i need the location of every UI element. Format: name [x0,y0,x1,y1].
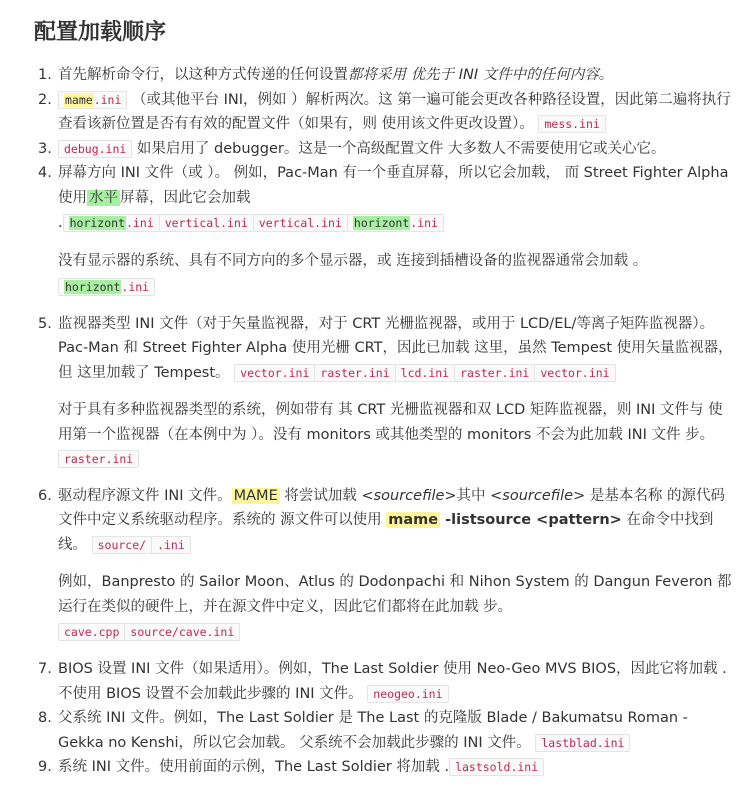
item-number: 8. [38,710,52,726]
item-emphasis: <sourcefile> [361,487,457,504]
list-item-2 [34,88,734,137]
item-paragraph [58,249,734,300]
item-number: 7. [38,661,52,677]
item-text: 没有显示器的系统、具有不同方向的多个显示器，或 连接到插槽设备的监视器通常会加载 。 [58,253,648,269]
code-highlight: mame [65,92,93,107]
item-text: （或其他平台 INI，例如 ）解析两次。这 第一遍可能会更改各种路径设置，因此第二遍将执行 查看该新位置是否有有效的配置文件（如果有，则 使用该文件更改设置）。 [58,91,731,132]
item-number: 3. [38,140,52,157]
code-neogeo-ini: neogeo.ini [367,685,448,703]
item-text: 屏幕，因此它会加载 [120,189,251,206]
list-item-4 [34,161,734,300]
item-number: 5. [38,315,52,332]
item-paragraph [58,398,734,472]
code-highlight: horizont [65,279,121,294]
item-number: 2. [38,91,52,108]
item-text: 将尝试加载 [284,487,362,504]
code-cave-cpp: cave.cpp [58,623,125,641]
item-text: 监视器类型 INI 文件（对于矢量监视器，对于 CRT 光栅监视器，或用于 LCD/EL/等离子矩阵监视器）。 Pac-Man 和 Street Fighter Alpha 使用光栅 CRT，因此已加载 这里，虽然 Tempest 使用矢量监视器，但 这里加载了 Tempest。 [58,315,733,381]
code-lcd-ini: lcd.ini [395,364,455,382]
item-emphasis: <sourcefile> [490,487,586,504]
code-vector-ini: vector.ini [534,364,615,382]
code-source-dir: source/ [92,536,152,554]
item-text: 首先解析命令行，以这种方式传递的任何设置 [58,67,348,83]
code-text: .ini [93,92,122,107]
code-lastblad-ini: lastblad.ini [535,734,630,752]
highlight-bold: mame [388,512,439,528]
item-number: 1. [38,67,52,83]
item-paragraph [58,570,734,645]
code-horizont-ini [347,214,444,232]
code-ini-ext: .ini [151,536,191,554]
list-item-7 [34,657,734,706]
code-highlight: horizont [353,216,410,230]
code-raster-ini: raster.ini [454,364,535,382]
code-mame-ini [58,91,127,109]
item-text: 系统 INI 文件。使用前面的示例，The Last Soldier 将加载 . [58,759,450,775]
code-debug-ini: debug.ini [58,140,132,158]
code-vertical-ini: vertical.ini [159,214,254,232]
item-text: 是基本名称 的源代码文件中定义系统驱动程序。系统的 源文件可以使用 [58,487,725,528]
code-text: .ini [126,216,154,230]
code-highlight: horizont [69,216,125,230]
item-text: 驱动程序源文件 INI 文件。 [58,487,232,504]
item-text: 父系统 INI 文件。例如，The Last Soldier 是 The Last 的克隆版 Blade / Bakumatsu Roman - Gekka no Kenshi，所以它会加载。 父系统不会加载此步骤的 INI 文件。 [58,710,688,751]
list-item-3 [34,137,734,162]
item-text: 对于具有多种监视器类型的系统，例如带有 其 CRT 光栅监视器和双 LCD 矩阵监视器，则 INI 文件与 使用第一个监视器（在本例中为 ）。没有 monitors 或其他类型的 monitors 不会为此加载 INI 文件 步。 [58,402,723,443]
code-horizont-ini [58,278,155,296]
item-text: 。 [598,67,614,83]
code-text: .ini [410,216,438,230]
item-text: 例如，Banpresto 的 Sailor Moon、Atlus 的 Dodonpachi 和 Nihon System 的 Dangun Feveron 都运行在类似的硬件上，并在源文件中定义，因此它们都将在此加载 步。 [58,574,732,615]
code-horizont-ini [63,214,160,232]
item-number: 6. [38,487,52,504]
code-mess-ini: mess.ini [538,115,605,133]
item-text: 如果启用了 debugger。这是一个高级配置文件 大多数人不需要使用它或关心它。 [136,140,666,157]
code-text: .ini [121,279,150,294]
page-title: 配置加载顺序 [34,20,167,45]
item-number: 4. [38,165,52,181]
code-raster-ini: raster.ini [58,450,139,468]
item-emphasis: 都将采用 优先于 INI 文件中的任何内容 [348,67,599,83]
code-vector-ini: vector.ini [234,364,315,382]
code-vertical-ini: vertical.ini [253,214,348,232]
item-text: . [58,215,63,231]
item-bold: -listsource <pattern> [440,512,622,528]
list-item-1 [34,63,734,88]
code-raster-ini: raster.ini [314,364,395,382]
item-text: BIOS 设置 INI 文件（如果适用）。例如，The Last Soldier 使用 Neo-Geo MVS BIOS，因此它将加载 .不使用 BIOS 设置不会加载此步骤的 INI 文件。 [58,661,727,702]
item-text: 屏幕方向 INI 文件（或 ）。 例如，Pac-Man 有一个垂直屏幕，所以它会加载， 而 Street Fighter Alpha 使用 [58,165,729,206]
highlight-text: 水平 [89,189,118,206]
list-item-5 [34,312,734,472]
item-text: 在命令中找到线。 [58,512,714,553]
list-item-6 [34,484,734,646]
item-number: 9. [38,759,52,775]
code-tag-row [58,210,734,236]
item-text: 其中 [456,487,491,504]
list-item-9 [34,755,734,780]
load-order-list [34,63,734,780]
list-item-8 [34,706,734,755]
code-lastsold-ini: lastsold.ini [449,758,544,776]
code-cave-ini: source/cave.ini [124,623,240,641]
highlight-text: MAME [233,487,278,504]
